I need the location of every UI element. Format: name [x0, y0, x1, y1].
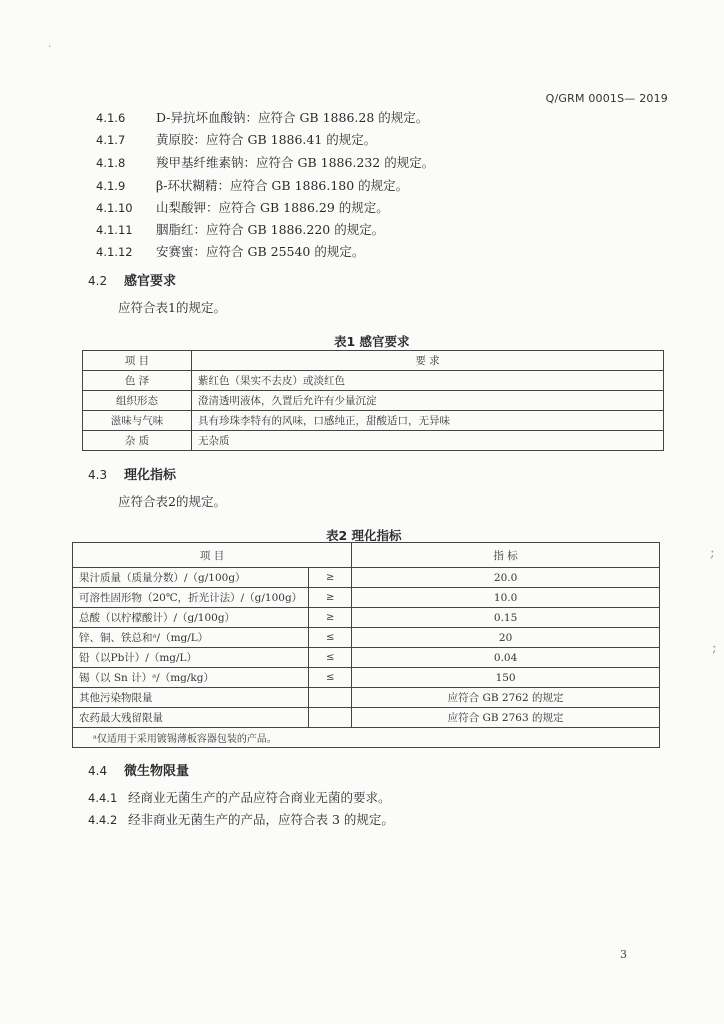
comparison-symbol [309, 708, 352, 728]
clause-number: 4.4.1 [88, 791, 118, 805]
section-heading-4-2 [88, 270, 176, 289]
clause-text: 胭脂红：应符合 GB 1886.220 的规定。 [156, 222, 385, 237]
clause-text: 黄原胶：应符合 GB 1886.41 的规定。 [156, 132, 377, 147]
table-footnote-row [73, 728, 660, 748]
column-header-item: 项 目 [73, 543, 352, 568]
clause-4-1-9 [96, 178, 408, 194]
scan-speck: · [48, 40, 52, 53]
section-number: 4.3 [88, 468, 108, 482]
table-footnote: ᵃ仅适用于采用镀锡薄板容器包装的产品。 [73, 728, 660, 748]
row-value: 无杂质 [192, 431, 664, 451]
table-row [83, 371, 664, 391]
clause-number: 4.1.9 [96, 179, 126, 193]
section-title: 微生物限量 [124, 764, 190, 779]
table-row [83, 391, 664, 411]
clause-number: 4.1.6 [96, 111, 126, 125]
clause-text: 安赛蜜：应符合 GB 25540 的规定。 [156, 244, 365, 259]
table-header-row [73, 543, 660, 568]
section-number: 4.4 [88, 764, 108, 778]
row-value: 具有珍珠李特有的风味，口感纯正，甜酸适口，无异味 [192, 411, 664, 431]
comparison-symbol: ≤ [309, 668, 352, 688]
row-value: 20 [352, 628, 660, 648]
section-heading-4-4 [88, 760, 189, 779]
page-number: 3 [620, 948, 627, 961]
table-row [73, 588, 660, 608]
scan-edge-mark: ; [710, 545, 715, 561]
row-value: 10.0 [352, 588, 660, 608]
clause-4-1-7 [96, 132, 376, 148]
row-label: 其他污染物限量 [73, 688, 309, 708]
clause-number: 4.1.8 [96, 156, 126, 170]
row-value: 应符合 GB 2762 的规定 [352, 688, 660, 708]
row-label: 滋味与气味 [83, 411, 192, 431]
clause-4-1-12 [96, 244, 364, 260]
clause-text: 经商业无菌生产的产品应符合商业无菌的要求。 [128, 790, 391, 805]
row-label: 可溶性固形物（20℃，折光计法）/（g/100g） [73, 588, 309, 608]
clause-text: D-异抗坏血酸钠：应符合 GB 1886.28 的规定。 [156, 110, 429, 125]
clause-text: β-环状糊精：应符合 GB 1886.180 的规定。 [156, 178, 409, 193]
section-number: 4.2 [88, 274, 108, 288]
clause-number: 4.4.2 [88, 813, 118, 827]
row-label: 铅（以Pb计）/（mg/L） [73, 648, 309, 668]
row-label: 杂 质 [83, 431, 192, 451]
row-label: 果汁质量（质量分数）/（g/100g） [73, 568, 309, 588]
row-value: 0.04 [352, 648, 660, 668]
scan-edge-mark: ; [712, 640, 717, 656]
clause-number: 4.1.12 [96, 245, 133, 259]
table-row [73, 708, 660, 728]
comparison-symbol [309, 688, 352, 708]
comparison-symbol: ≤ [309, 628, 352, 648]
comparison-symbol: ≥ [309, 568, 352, 588]
row-value: 应符合 GB 2763 的规定 [352, 708, 660, 728]
clause-4-1-6 [96, 110, 428, 126]
section-4-2-body: 应符合表1的规定。 [118, 300, 226, 315]
clause-number: 4.1.10 [96, 201, 133, 215]
clause-text: 山梨酸钾：应符合 GB 1886.29 的规定。 [156, 200, 389, 215]
column-header-item: 项 目 [83, 351, 192, 371]
section-title: 理化指标 [124, 468, 177, 483]
comparison-symbol: ≥ [309, 588, 352, 608]
clause-number: 4.1.7 [96, 133, 126, 147]
table-row [83, 431, 664, 451]
physicochemical-indicators-table [72, 542, 660, 748]
row-label: 组织形态 [83, 391, 192, 411]
document-code: Q/GRM 0001S— 2019 [545, 92, 668, 105]
clause-text: 经非商业无菌生产的产品，应符合表 3 的规定。 [128, 812, 394, 827]
table-row [73, 568, 660, 588]
comparison-symbol: ≤ [309, 648, 352, 668]
section-title: 感官要求 [124, 274, 177, 289]
sensory-requirements-table [82, 350, 664, 451]
clause-4-4-2 [88, 812, 394, 828]
column-header-requirement: 要 求 [192, 351, 664, 371]
table2-caption: 表2 理化指标 [326, 528, 402, 543]
row-label: 总酸（以柠檬酸计）/（g/100g） [73, 608, 309, 628]
clause-4-1-11 [96, 222, 384, 238]
section-heading-4-3 [88, 464, 176, 483]
row-label: 农药最大残留限量 [73, 708, 309, 728]
row-value: 0.15 [352, 608, 660, 628]
row-label: 色 泽 [83, 371, 192, 391]
row-label: 锌、铜、铁总和ᵃ/（mg/L） [73, 628, 309, 648]
row-value: 紫红色（果实不去皮）或淡红色 [192, 371, 664, 391]
table-row [73, 628, 660, 648]
clause-4-1-8 [96, 155, 434, 171]
row-value: 150 [352, 668, 660, 688]
table-row [73, 608, 660, 628]
clause-4-4-1 [88, 790, 391, 806]
comparison-symbol: ≥ [309, 608, 352, 628]
clause-4-1-10 [96, 200, 389, 216]
table-row [73, 668, 660, 688]
table-row [83, 411, 664, 431]
table1-caption: 表1 感官要求 [334, 334, 410, 349]
column-header-indicator: 指 标 [352, 543, 660, 568]
table-row [73, 648, 660, 668]
section-4-3-body: 应符合表2的规定。 [118, 494, 226, 509]
clause-number: 4.1.11 [96, 223, 133, 237]
row-label: 锡（以 Sn 计）ᵃ/（mg/kg） [73, 668, 309, 688]
table-header-row [83, 351, 664, 371]
clause-text: 羧甲基纤维素钠：应符合 GB 1886.232 的规定。 [156, 155, 435, 170]
row-value: 20.0 [352, 568, 660, 588]
table-row [73, 688, 660, 708]
row-value: 澄清透明液体，久置后允许有少量沉淀 [192, 391, 664, 411]
